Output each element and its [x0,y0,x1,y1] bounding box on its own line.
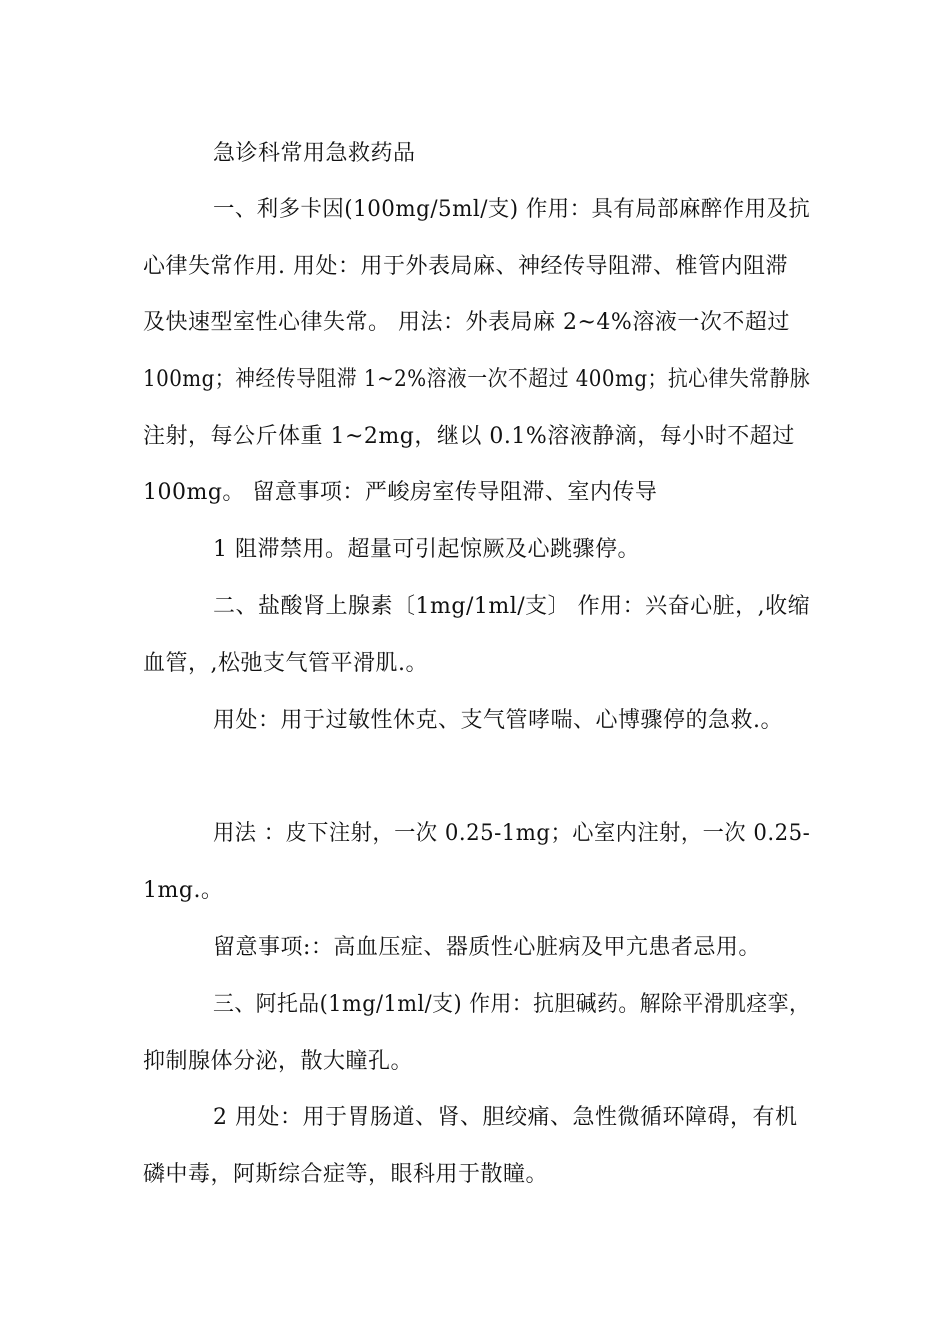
paragraph-line: 1 阻滞禁用。超量可引起惊厥及心跳骤停。 [213,537,640,562]
paragraph-line: 留意事项:：高血压症、器质性心脏病及甲亢患者忌用。 [213,935,761,960]
paragraph-line: 二、盐酸肾上腺素〔1mg/1ml/支〕 作用：兴奋心脏，,收缩 [213,594,811,619]
document-title: 急诊科常用急救药品 [213,141,416,166]
paragraph-line: 血管，,松弛支气管平滑肌.。 [143,651,428,676]
paragraph-line: 心律失常作用. 用处：用于外表局麻、神经传导阻滞、椎管内阻滞 [143,254,788,279]
paragraph-line: 一、利多卡因(100mg/5ml/支) 作用：具有局部麻醉作用及抗 [213,197,811,222]
paragraph-line: 磷中毒，阿斯综合症等，眼科用于散瞳。 [143,1162,549,1187]
paragraph-line: 用法 ：皮下注射，一次 0.25-1mg；心室内注射，一次 0.25- [213,821,811,846]
paragraph-line: 100mg。 留意事项：严峻房室传导阻滞、室内传导 [143,480,658,505]
paragraph-line: 100mg；神经传导阻滞 1~2%溶液一次不超过 400mg；抗心律失常静脉 [143,367,811,392]
paragraph-line: 1mg.。 [143,878,224,903]
paragraph-line: 三、阿托品(1mg/1ml/支) 作用：抗胆碱药。解除平滑肌痉挛， [213,992,811,1017]
paragraph-line: 注射，每公斤体重 1~2mg，继以 0.1%溶液静滴，每小时不超过 [143,424,795,449]
paragraph-line: 抑制腺体分泌，散大瞳孔。 [143,1049,414,1074]
paragraph-line: 用处：用于过敏性休克、支气管哮喘、心博骤停的急救.。 [213,708,783,733]
paragraph-line: 2 用处：用于胃肠道、肾、胆绞痛、急性微循环障碍，有机 [213,1105,798,1130]
paragraph-line: 及快速型室性心律失常。 用法：外表局麻 2~4%溶液一次不超过 [143,310,790,335]
